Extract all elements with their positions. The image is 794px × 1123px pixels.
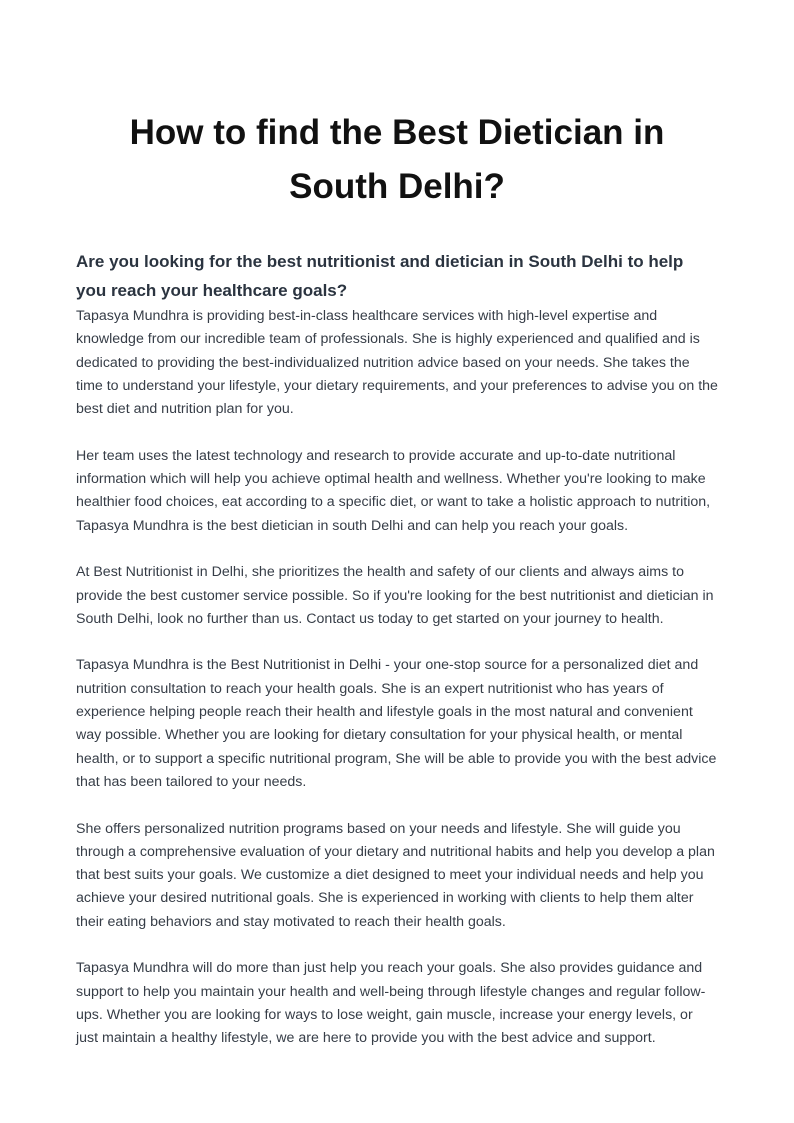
paragraph-4: Tapasya Mundhra is the Best Nutritionist in Delhi - your one-stop source for a personalized diet and nutrition consultation to reach your health goals. She is an expert nutritionist who has years of experience helping people reach their health and lifestyle goals in the most natural and convenient way possible. Whether you are looking for dietary consultation for your physical health, or mental health, or to support a specific nutritional program, She will be able to provide you with the best advice that has been tailored to your needs. (76, 657, 717, 790)
section-subheading: Are you looking for the best nutritionist and dietician in South Delhi to help you reach your healthcare goals? (76, 252, 684, 300)
paragraph-5: She offers personalized nutrition programs based on your needs and lifestyle. She will guide you through a comprehensive evaluation of your dietary and nutritional habits and help you develop a plan that best suits your goals. We customize a diet designed to meet your individual needs and help you achieve your desired nutritional goals. She is experienced in working with clients to help them alter their eating behaviors and stay motivated to reach their health goals. (76, 820, 715, 930)
page-title: How to find the Best Dietician in South Delhi? (129, 113, 665, 206)
paragraph-6: Tapasya Mundhra will do more than just help you reach your goals. She also provides guidance and support to help you maintain your health and well-being through lifestyle changes and regular follow-ups. Whether you are looking for ways to lose weight, gain muscle, increase your energy levels, or just maintain a healthy lifestyle, we are here to provide you with the best advice and support. (76, 960, 706, 1047)
paragraph-3: At Best Nutritionist in Delhi, she prioritizes the health and safety of our clients and always aims to provide the best customer service possible. So if you're looking for the best nutritionist and dietician in South Delhi, look no further than us. Contact us today to get started on your journey to health. (76, 564, 714, 627)
paragraph-1: Tapasya Mundhra is providing best-in-class healthcare services with high-level expertise and knowledge from our incredible team of professionals. She is highly experienced and qualified and is dedicated to providing the best-individualized nutrition advice based on your needs. She takes the time to understand your lifestyle, your dietary requirements, and your preferences to advise you on the best diet and nutrition plan for you. (76, 308, 718, 418)
paragraph-2: Her team uses the latest technology and research to provide accurate and up-to-date nutritional information which will help you achieve optimal health and wellness. Whether you're looking to make healthier food choices, eat according to a specific diet, or want to take a holistic approach to nutrition, Tapasya Mundhra is the best dietician in south Delhi and can help you reach your goals. (76, 447, 711, 534)
